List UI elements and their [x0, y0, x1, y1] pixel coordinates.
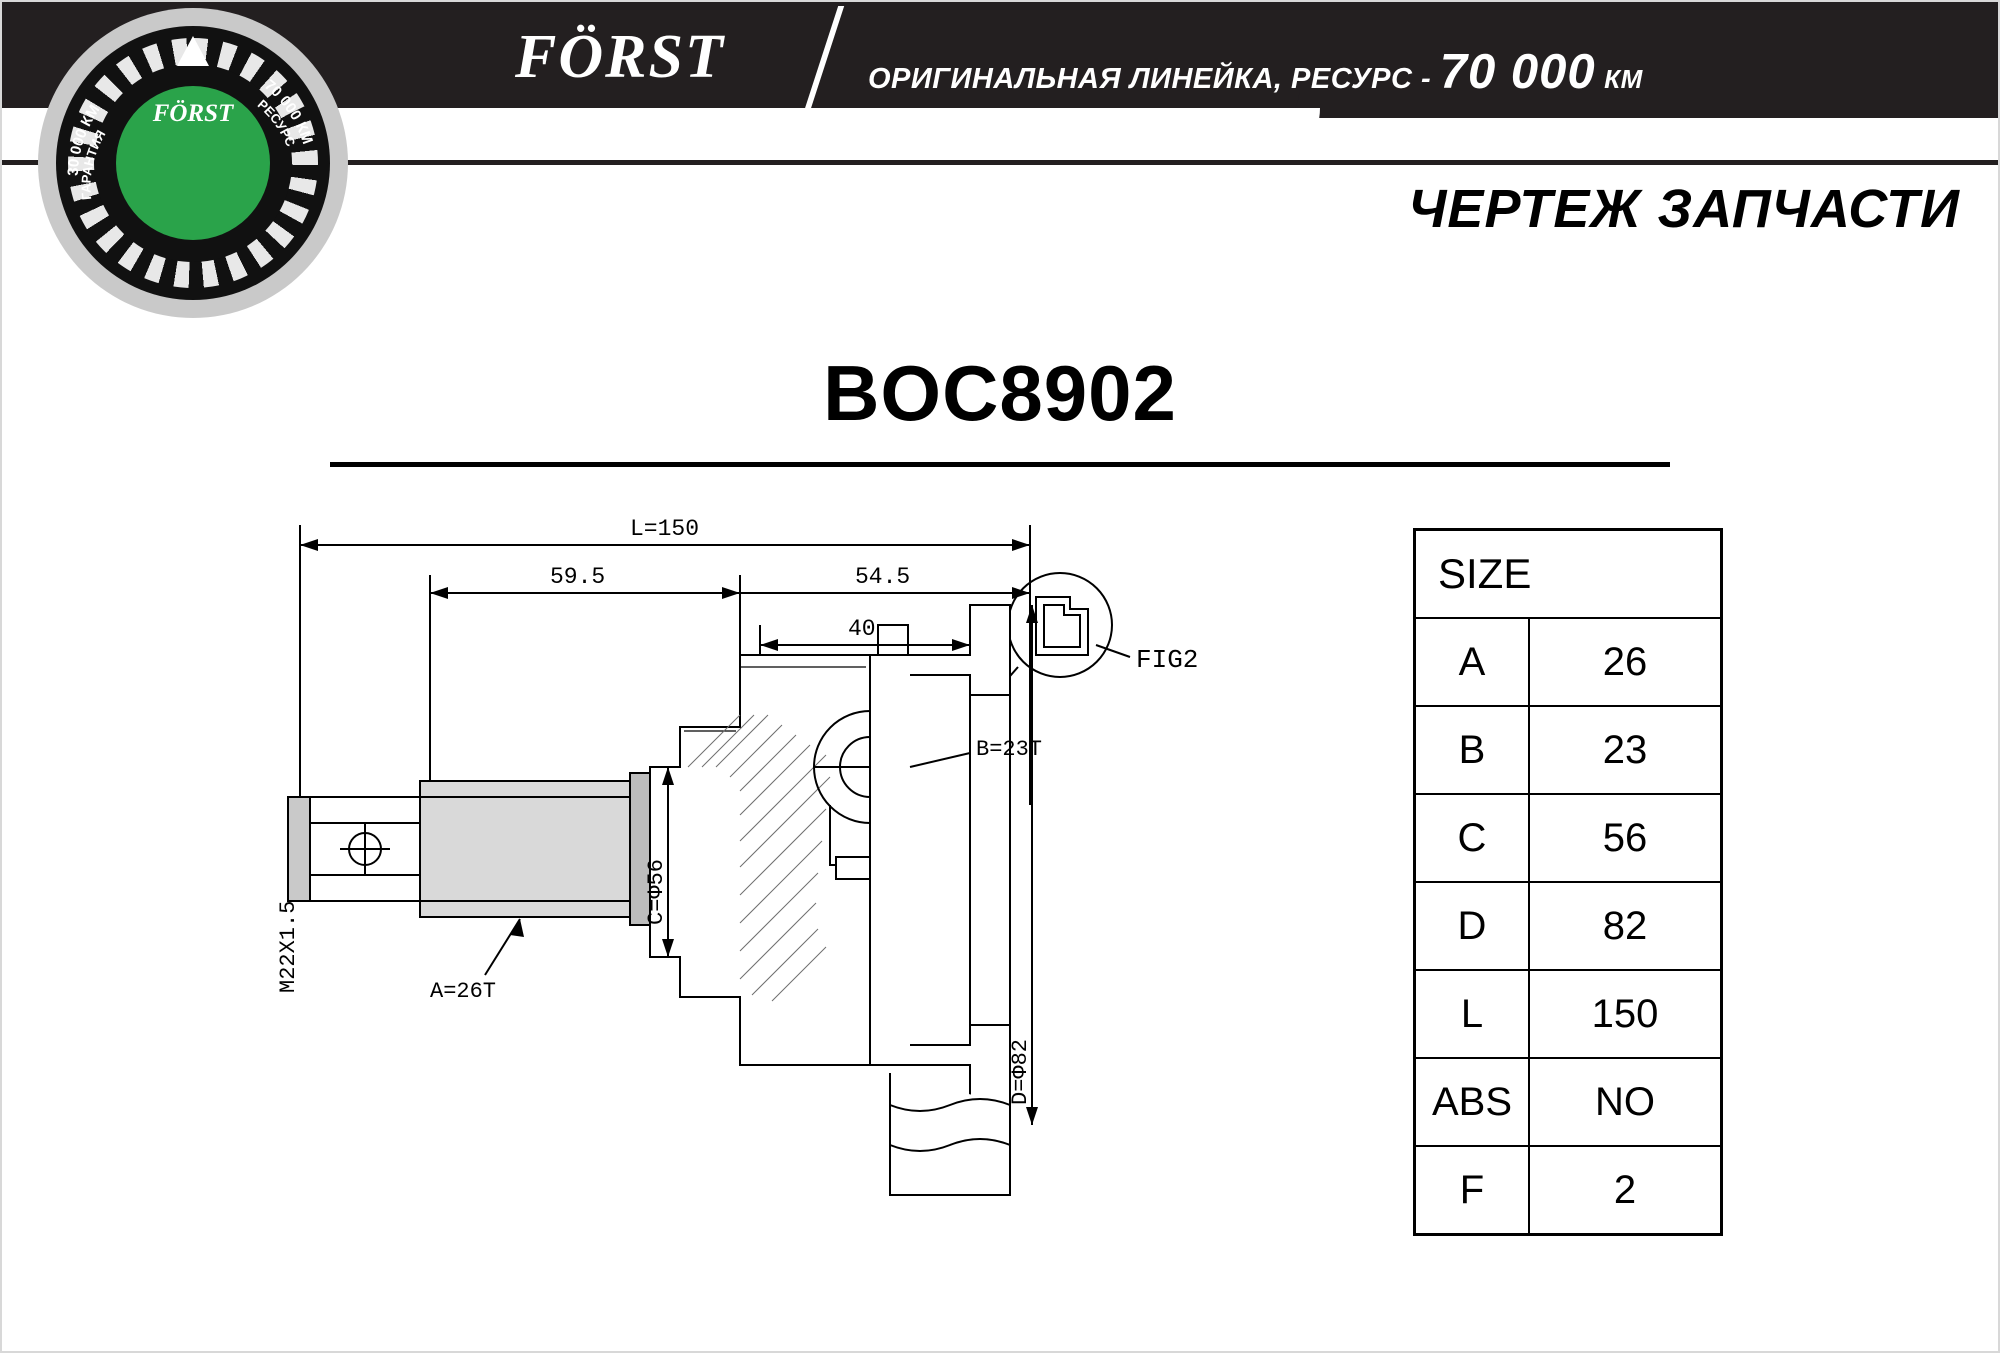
- size-value-b: 23: [1529, 706, 1722, 794]
- table-row: [1415, 706, 1722, 794]
- brand-name: FÖRST: [515, 23, 725, 91]
- title-underline: [330, 462, 1670, 467]
- size-key-f: F: [1415, 1146, 1530, 1235]
- forst-logo: [38, 8, 348, 318]
- table-row: [1415, 1146, 1722, 1235]
- size-table-header: SIZE: [1415, 530, 1722, 619]
- part-number: BOC8902: [823, 349, 1177, 437]
- logo-core-label: FÖRST: [152, 100, 234, 127]
- label-outer-spline: B=23T: [976, 737, 1043, 762]
- size-value-a: 26: [1529, 618, 1722, 706]
- table-row: [1415, 618, 1722, 706]
- svg-text:РЕСУРС: РЕСУРС: [254, 96, 299, 149]
- table-row: [1415, 794, 1722, 882]
- svg-text:ГАРАНТИЯ: ГАРАНТИЯ: [78, 127, 109, 201]
- table-row-header: [1415, 530, 1722, 619]
- size-value-l: 150: [1529, 970, 1722, 1058]
- size-value-d: 82: [1529, 882, 1722, 970]
- svg-text:30 000 КМ: 30 000 КМ: [64, 101, 104, 177]
- label-dim-right: 54.5: [855, 564, 911, 590]
- label-thread: M22X1.5: [276, 900, 301, 993]
- label-fig2: FIG2: [1136, 645, 1199, 675]
- label-dim-inner: 40: [848, 616, 876, 642]
- label-diameter-d: D=Ф82: [1008, 1038, 1033, 1105]
- svg-text:70 000 КМ: 70 000 КМ: [261, 76, 316, 147]
- table-row: [1415, 970, 1722, 1058]
- size-key-b: B: [1415, 706, 1530, 794]
- technical-drawing: [270, 505, 1390, 1225]
- size-key-abs: ABS: [1415, 1058, 1530, 1146]
- size-key-l: L: [1415, 970, 1530, 1058]
- size-value-abs: NO: [1529, 1058, 1722, 1146]
- label-dim-left: 59.5: [550, 564, 606, 590]
- label-overall-length: L=150: [630, 516, 700, 542]
- table-row: [1415, 1058, 1722, 1146]
- size-table: [1413, 528, 1723, 1236]
- size-key-d: D: [1415, 882, 1530, 970]
- size-value-f: 2: [1529, 1146, 1722, 1235]
- sheet-title: ЧЕРТЕЖ ЗАПЧАСТИ: [1408, 179, 1960, 239]
- size-key-a: A: [1415, 618, 1530, 706]
- header-tagline: [868, 44, 1643, 100]
- label-inner-spline: A=26T: [430, 979, 497, 1004]
- tagline-unit: КМ: [1604, 64, 1643, 94]
- size-value-c: 56: [1529, 794, 1722, 882]
- size-key-c: C: [1415, 794, 1530, 882]
- tagline-prefix: ОРИГИНАЛЬНАЯ ЛИНЕЙКА, РЕСУРС -: [868, 63, 1432, 95]
- tagline-value: 70 000: [1439, 45, 1596, 99]
- label-diameter-c: C=Ф56: [644, 858, 669, 925]
- table-row: [1415, 882, 1722, 970]
